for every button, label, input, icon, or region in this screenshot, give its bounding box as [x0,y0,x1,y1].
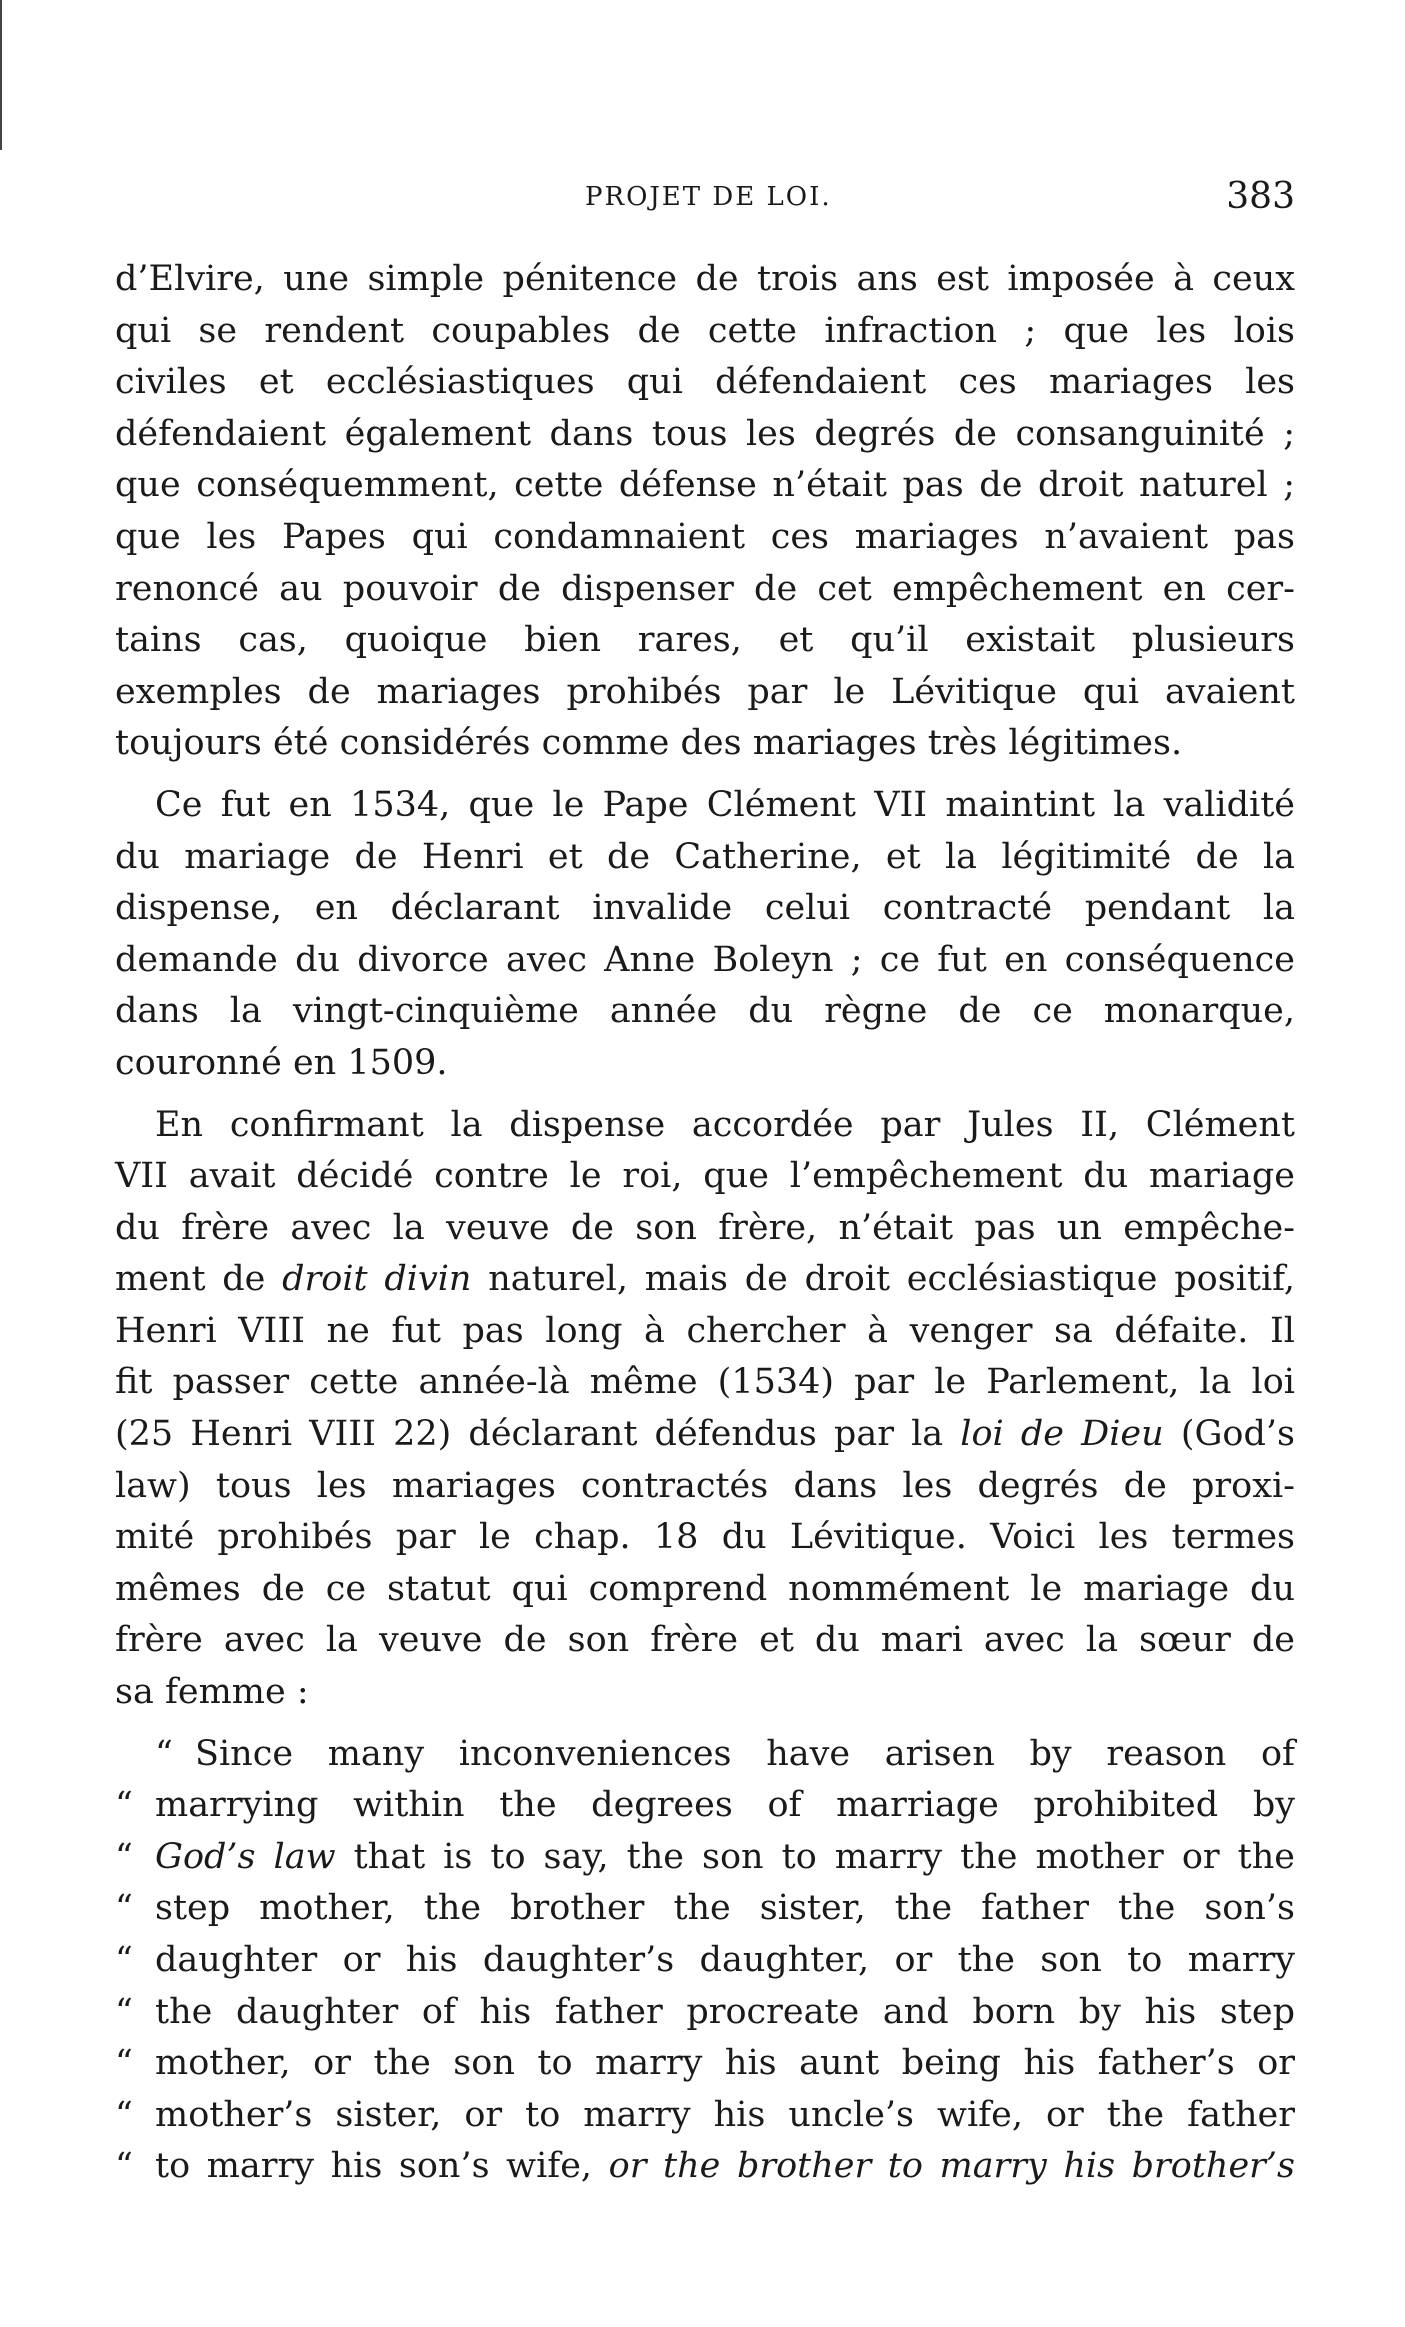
quote-line [115,1832,1295,1884]
text-line: exemples de mariages prohibés par le Lévitique qui avaient [115,671,1295,712]
quote-mark: “ [115,1785,133,1826]
paragraph-1 [115,254,1295,770]
page-number: 383 [1226,176,1295,217]
text-run: naturel, mais de droit ecclésiastique positif, [471,1259,1295,1300]
quote-text: mother’s sister, or to marry his uncle’s wife, or the father [155,2094,1295,2135]
italic-phrase: loi de Dieu [960,1414,1164,1455]
quote-text: Since many inconveniences have arisen by reason of [195,1733,1295,1774]
text-line: dans la vingt-cinquième année du règne de ce monarque, [115,991,1295,1032]
quote-mark: “ [115,1888,133,1929]
text-line: fit passer cette année-là même (1534) par le Parlement, la loi [115,1362,1295,1403]
text-line: frère avec la veuve de son frère et du mari avec la sœur de [115,1620,1295,1661]
quotation-block [115,1729,1295,2193]
quote-line [115,1883,1295,1935]
quote-mark: “ [115,1836,133,1877]
text-run: (God’s [1163,1414,1295,1455]
text-line: que conséquemment, cette défense n’était pas de droit naturel ; [115,465,1295,506]
text-line: qui se rendent coupables de cette infraction ; que les lois [115,310,1295,351]
text-line: Ce fut en 1534, que le Pape Clément VII maintint la validité [155,784,1295,825]
quote-mark: “ [115,2094,133,2135]
quote-line [115,1987,1295,2039]
quote-text: step mother, the brother the sister, the father the son’s [155,1888,1295,1929]
text-line: défendaient également dans tous les degrés de consanguinité ; [115,413,1295,454]
page-edge-mark [0,0,2,150]
text-line: law) tous les mariages contractés dans les degrés de proxi- [115,1465,1295,1506]
quote-line [115,1935,1295,1987]
text-line: couronné en 1509. [115,1042,448,1083]
text-line: civiles et ecclésiastiques qui défendaient ces mariages les [115,362,1295,403]
text-line: dispense, en déclarant invalide celui contracté pendant la [115,888,1295,929]
quote-text: daughter or his daughter’s daughter, or the son to marry [155,1940,1295,1980]
paragraph-3 [115,1100,1295,1719]
paragraph-2 [115,780,1295,1090]
italic-phrase: God’s law [155,1836,336,1877]
quote-text [155,1832,1295,1884]
quote-text: the daughter of his father procreate and born by his step [155,1991,1295,2032]
text-line: tains cas, quoique bien rares, et qu’il existait plusieurs [115,620,1295,661]
quote-text: marrying within the degrees of marriage prohibited by [155,1785,1295,1826]
text-line: d’Elvire, une simple pénitence de trois ans est imposée à ceux [115,259,1295,299]
quote-line [115,1729,1295,1781]
quote-line [115,2090,1295,2142]
quote-mark: “ [155,1733,173,1774]
page-header [115,176,1295,226]
italic-phrase: droit divin [282,1259,472,1300]
text-line: mité prohibés par le chap. 18 du Lévitique. Voici les termes [115,1517,1295,1558]
text-line: du frère avec la veuve de son frère, n’était pas un empêche- [115,1207,1295,1248]
quote-text: mother, or the son to marry his aunt being his father’s or [155,2043,1295,2084]
quote-mark: “ [115,2146,133,2187]
text-line: Henri VIII ne fut pas long à chercher à venger sa défaite. Il [115,1310,1295,1351]
italic-phrase: or the brother to marry his brother’s [608,2146,1296,2187]
running-title: PROJET DE LOI. [585,182,832,212]
body-text [115,254,1295,2193]
quote-mark: “ [115,2043,133,2084]
text-run: (25 Henri VIII 22) déclarant défendus par la [115,1414,961,1455]
text-line: toujours été considérés comme des mariages très légitimes. [115,723,1183,764]
text-line: du mariage de Henri et de Catherine, et la légitimité de la [115,836,1295,877]
quote-mark: “ [115,1991,133,2032]
text-line: En confirmant la dispense accordée par Jules II, Clément [155,1104,1295,1145]
quote-mark: “ [115,1940,133,1980]
text-line: mêmes de ce statut qui comprend nommément le mariage du [115,1568,1295,1609]
text-run: ment de [115,1259,283,1300]
quote-line [115,2141,1295,2193]
quote-line [115,1780,1295,1832]
text-line: demande du divorce avec Anne Boleyn ; ce fut en conséquence [115,939,1295,980]
text-line-mixed [115,1254,1295,1306]
text-line: VII avait décidé contre le roi, que l’empêchement du mariage [115,1156,1295,1197]
quote-text [155,2141,1295,2193]
text-line-mixed [115,1409,1295,1461]
text-run: that is to say, the son to marry the mother or the [335,1836,1295,1877]
text-run: to marry his son’s wife, [155,2146,609,2187]
quote-line [115,2038,1295,2090]
text-line: sa femme : [115,1672,309,1713]
text-line: que les Papes qui condamnaient ces mariages n’avaient pas [115,516,1295,557]
text-line: renoncé au pouvoir de dispenser de cet empêchement en cer- [115,568,1295,609]
